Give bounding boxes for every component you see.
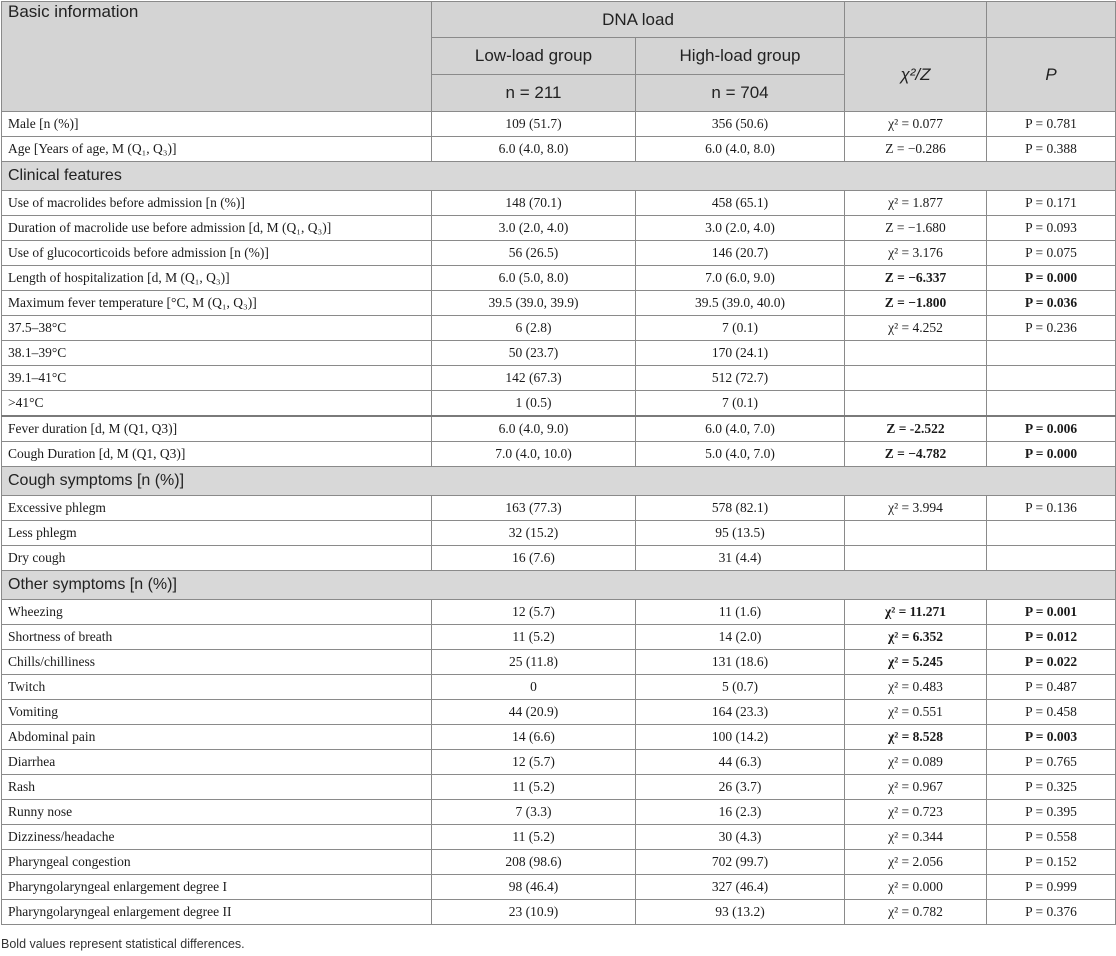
high-load-value: 7.0 (6.0, 9.0) [636, 266, 845, 291]
table-row [2, 875, 1116, 900]
p-value: P = 0.395 [987, 800, 1116, 825]
low-load-value: 98 (46.4) [432, 875, 636, 900]
low-load-value: 163 (77.3) [432, 496, 636, 521]
high-load-value: 44 (6.3) [636, 750, 845, 775]
p-value: P = 0.093 [987, 216, 1116, 241]
row-label: Maximum fever temperature [°C, M (Q₁, Q₃)] [2, 291, 432, 316]
test-statistic: Z = −1.680 [845, 216, 987, 241]
header-dna-load: DNA load [432, 2, 845, 38]
test-statistic [845, 546, 987, 571]
high-load-value: 512 (72.7) [636, 366, 845, 391]
table-row [2, 850, 1116, 875]
test-statistic: χ² = 0.723 [845, 800, 987, 825]
test-statistic: χ² = 6.352 [845, 625, 987, 650]
row-label: Diarrhea [2, 750, 432, 775]
low-load-value: 32 (15.2) [432, 521, 636, 546]
section-title: Clinical features [2, 162, 1116, 191]
test-statistic: χ² = 0.344 [845, 825, 987, 850]
low-load-value: 11 (5.2) [432, 825, 636, 850]
p-value [987, 366, 1116, 391]
header-high-n: n = 704 [636, 75, 845, 112]
low-load-value: 148 (70.1) [432, 191, 636, 216]
header-low-load-group: Low-load group [432, 38, 636, 75]
table-row [2, 675, 1116, 700]
header-high-load-group: High-load group [636, 38, 845, 75]
test-statistic: χ² = 4.252 [845, 316, 987, 341]
row-label: Rash [2, 775, 432, 800]
p-value: P = 0.171 [987, 191, 1116, 216]
section-title: Cough symptoms [n (%)] [2, 467, 1116, 496]
table-row [2, 341, 1116, 366]
p-value: P = 0.022 [987, 650, 1116, 675]
row-label: Shortness of breath [2, 625, 432, 650]
table-row [2, 725, 1116, 750]
row-label: Abdominal pain [2, 725, 432, 750]
p-value: P = 0.000 [987, 442, 1116, 467]
low-load-value: 25 (11.8) [432, 650, 636, 675]
row-label: Chills/chilliness [2, 650, 432, 675]
test-statistic: Z = −4.782 [845, 442, 987, 467]
row-label: Cough Duration [d, M (Q1, Q3)] [2, 442, 432, 467]
low-load-value: 50 (23.7) [432, 341, 636, 366]
table-row [2, 366, 1116, 391]
p-value: P = 0.487 [987, 675, 1116, 700]
table-row [2, 775, 1116, 800]
high-load-value: 95 (13.5) [636, 521, 845, 546]
row-label: Wheezing [2, 600, 432, 625]
table-row [2, 266, 1116, 291]
p-value: P = 0.376 [987, 900, 1116, 925]
section-header-row [2, 162, 1116, 191]
test-statistic: χ² = 0.551 [845, 700, 987, 725]
test-statistic: χ² = 2.056 [845, 850, 987, 875]
low-load-value: 44 (20.9) [432, 700, 636, 725]
row-label: Dizziness/headache [2, 825, 432, 850]
p-value: P = 0.236 [987, 316, 1116, 341]
row-label: Pharyngeal congestion [2, 850, 432, 875]
high-load-value: 14 (2.0) [636, 625, 845, 650]
row-label: Runny nose [2, 800, 432, 825]
test-statistic: χ² = 0.483 [845, 675, 987, 700]
test-statistic [845, 391, 987, 417]
p-value [987, 546, 1116, 571]
low-load-value: 14 (6.6) [432, 725, 636, 750]
row-label: Vomiting [2, 700, 432, 725]
row-label: 38.1–39°C [2, 341, 432, 366]
low-load-value: 39.5 (39.0, 39.9) [432, 291, 636, 316]
footnote: Bold values represent statistical differences. [1, 937, 245, 951]
row-label: Less phlegm [2, 521, 432, 546]
table-row [2, 625, 1116, 650]
high-load-value: 7 (0.1) [636, 316, 845, 341]
low-load-value: 7 (3.3) [432, 800, 636, 825]
p-value: P = 0.558 [987, 825, 1116, 850]
high-load-value: 170 (24.1) [636, 341, 845, 366]
test-statistic [845, 521, 987, 546]
row-label: 37.5–38°C [2, 316, 432, 341]
p-value: P = 0.006 [987, 416, 1116, 442]
test-statistic: χ² = 1.877 [845, 191, 987, 216]
row-label: Fever duration [d, M (Q1, Q3)] [2, 416, 432, 442]
p-value [987, 391, 1116, 417]
high-load-value: 100 (14.2) [636, 725, 845, 750]
high-load-value: 327 (46.4) [636, 875, 845, 900]
row-label: Duration of macrolide use before admission [d, M (Q₁, Q₃)] [2, 216, 432, 241]
low-load-value: 6 (2.8) [432, 316, 636, 341]
low-load-value: 16 (7.6) [432, 546, 636, 571]
table-header [2, 2, 1116, 112]
table-row [2, 600, 1116, 625]
table-row [2, 825, 1116, 850]
high-load-value: 6.0 (4.0, 8.0) [636, 137, 845, 162]
p-value [987, 341, 1116, 366]
test-statistic: χ² = 0.089 [845, 750, 987, 775]
table-row [2, 650, 1116, 675]
row-label: Twitch [2, 675, 432, 700]
test-statistic: χ² = 8.528 [845, 725, 987, 750]
table-row [2, 546, 1116, 571]
test-statistic: χ² = 0.000 [845, 875, 987, 900]
p-value [987, 521, 1116, 546]
low-load-value: 7.0 (4.0, 10.0) [432, 442, 636, 467]
table-row [2, 112, 1116, 137]
low-load-value: 11 (5.2) [432, 625, 636, 650]
table-row [2, 191, 1116, 216]
test-statistic [845, 366, 987, 391]
high-load-value: 131 (18.6) [636, 650, 845, 675]
table-row [2, 750, 1116, 775]
p-value: P = 0.458 [987, 700, 1116, 725]
low-load-value: 12 (5.7) [432, 600, 636, 625]
p-value: P = 0.012 [987, 625, 1116, 650]
low-load-value: 142 (67.3) [432, 366, 636, 391]
p-value: P = 0.325 [987, 775, 1116, 800]
test-statistic: χ² = 0.782 [845, 900, 987, 925]
high-load-value: 702 (99.7) [636, 850, 845, 875]
test-statistic: χ² = 11.271 [845, 600, 987, 625]
table-row [2, 216, 1116, 241]
table-body [2, 112, 1116, 925]
test-statistic: χ² = 3.176 [845, 241, 987, 266]
table-row [2, 442, 1116, 467]
header-blank-p [987, 2, 1116, 38]
row-label: Pharyngolaryngeal enlargement degree I [2, 875, 432, 900]
row-label: Dry cough [2, 546, 432, 571]
low-load-value: 0 [432, 675, 636, 700]
high-load-value: 146 (20.7) [636, 241, 845, 266]
table-row [2, 900, 1116, 925]
low-load-value: 109 (51.7) [432, 112, 636, 137]
low-load-value: 1 (0.5) [432, 391, 636, 417]
low-load-value: 12 (5.7) [432, 750, 636, 775]
header-basic-information: Basic information [2, 2, 432, 112]
section-header-row [2, 467, 1116, 496]
high-load-value: 7 (0.1) [636, 391, 845, 417]
high-load-value: 578 (82.1) [636, 496, 845, 521]
low-load-value: 208 (98.6) [432, 850, 636, 875]
table-row [2, 316, 1116, 341]
p-value: P = 0.136 [987, 496, 1116, 521]
p-value: P = 0.036 [987, 291, 1116, 316]
row-label: Age [Years of age, M (Q₁, Q₃)] [2, 137, 432, 162]
high-load-value: 26 (3.7) [636, 775, 845, 800]
table-row [2, 521, 1116, 546]
table-row [2, 700, 1116, 725]
high-load-value: 3.0 (2.0, 4.0) [636, 216, 845, 241]
table-row [2, 241, 1116, 266]
p-value: P = 0.152 [987, 850, 1116, 875]
low-load-value: 6.0 (4.0, 9.0) [432, 416, 636, 442]
test-statistic: χ² = 0.077 [845, 112, 987, 137]
high-load-value: 93 (13.2) [636, 900, 845, 925]
p-value: P = 0.001 [987, 600, 1116, 625]
low-load-value: 3.0 (2.0, 4.0) [432, 216, 636, 241]
high-load-value: 5.0 (4.0, 7.0) [636, 442, 845, 467]
section-header-row [2, 571, 1116, 600]
data-table [1, 1, 1116, 925]
low-load-value: 56 (26.5) [432, 241, 636, 266]
header-blank-stat [845, 2, 987, 38]
test-statistic: χ² = 5.245 [845, 650, 987, 675]
header-p: P [987, 38, 1116, 112]
row-label: Use of glucocorticoids before admission [n (%)] [2, 241, 432, 266]
high-load-value: 16 (2.3) [636, 800, 845, 825]
test-statistic [845, 341, 987, 366]
row-label: Pharyngolaryngeal enlargement degree II [2, 900, 432, 925]
high-load-value: 5 (0.7) [636, 675, 845, 700]
high-load-value: 458 (65.1) [636, 191, 845, 216]
section-title: Other symptoms [n (%)] [2, 571, 1116, 600]
row-label: Excessive phlegm [2, 496, 432, 521]
table-row [2, 291, 1116, 316]
high-load-value: 356 (50.6) [636, 112, 845, 137]
low-load-value: 23 (10.9) [432, 900, 636, 925]
test-statistic: χ² = 0.967 [845, 775, 987, 800]
test-statistic: χ² = 3.994 [845, 496, 987, 521]
p-value: P = 0.781 [987, 112, 1116, 137]
p-value: P = 0.003 [987, 725, 1116, 750]
table-row [2, 496, 1116, 521]
high-load-value: 31 (4.4) [636, 546, 845, 571]
p-value: P = 0.075 [987, 241, 1116, 266]
high-load-value: 30 (4.3) [636, 825, 845, 850]
test-statistic: Z = −1.800 [845, 291, 987, 316]
row-label: Use of macrolides before admission [n (%)] [2, 191, 432, 216]
low-load-value: 11 (5.2) [432, 775, 636, 800]
row-label: 39.1–41°C [2, 366, 432, 391]
row-label: Length of hospitalization [d, M (Q₁, Q₃)] [2, 266, 432, 291]
low-load-value: 6.0 (5.0, 8.0) [432, 266, 636, 291]
table-row [2, 800, 1116, 825]
table-row [2, 391, 1116, 417]
low-load-value: 6.0 (4.0, 8.0) [432, 137, 636, 162]
high-load-value: 164 (23.3) [636, 700, 845, 725]
high-load-value: 39.5 (39.0, 40.0) [636, 291, 845, 316]
row-label: >41°C [2, 391, 432, 417]
high-load-value: 11 (1.6) [636, 600, 845, 625]
p-value: P = 0.999 [987, 875, 1116, 900]
header-low-n: n = 211 [432, 75, 636, 112]
test-statistic: Z = -2.522 [845, 416, 987, 442]
p-value: P = 0.000 [987, 266, 1116, 291]
row-label: Male [n (%)] [2, 112, 432, 137]
table-row [2, 137, 1116, 162]
p-value: P = 0.765 [987, 750, 1116, 775]
test-statistic: Z = −0.286 [845, 137, 987, 162]
p-value: P = 0.388 [987, 137, 1116, 162]
table-row [2, 416, 1116, 442]
header-chi-z: χ²/Z [845, 38, 987, 112]
test-statistic: Z = −6.337 [845, 266, 987, 291]
high-load-value: 6.0 (4.0, 7.0) [636, 416, 845, 442]
